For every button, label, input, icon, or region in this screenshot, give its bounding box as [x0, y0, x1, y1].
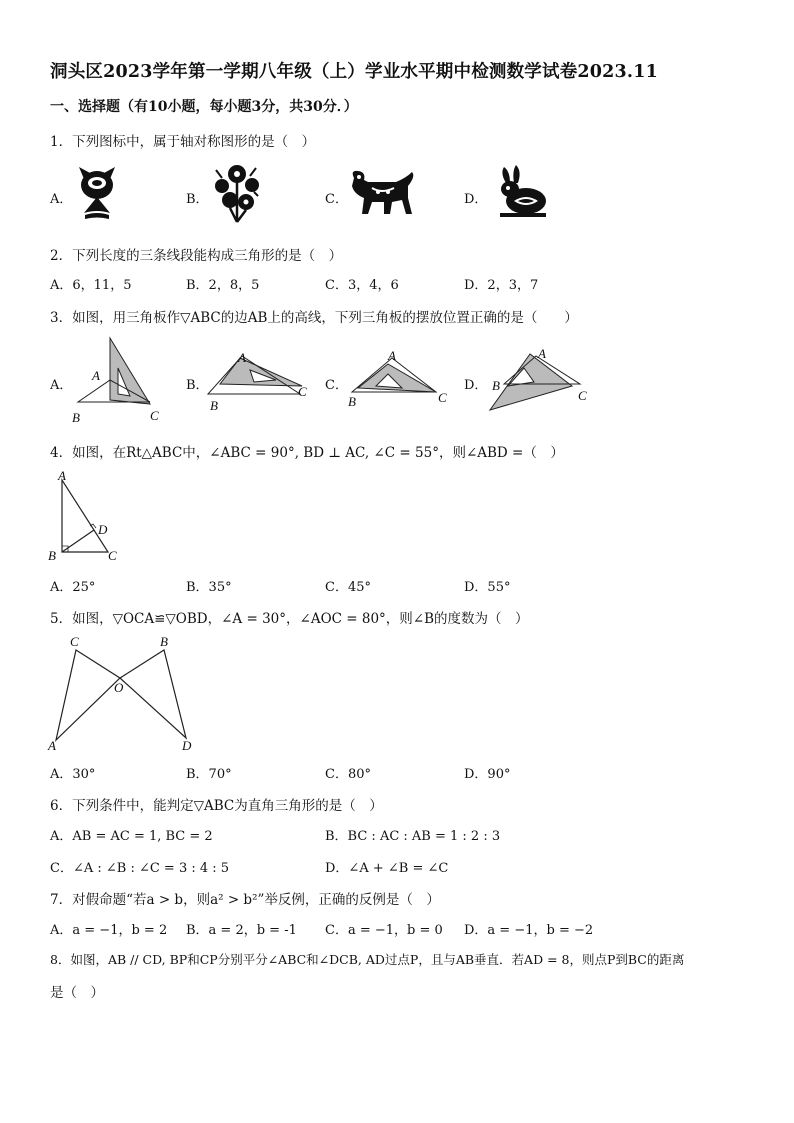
q1-option-c: C． [325, 192, 348, 207]
q4-option-d: D．55° [464, 580, 511, 595]
q5-label-a: A [48, 738, 56, 753]
q5-label-b: B [160, 634, 168, 649]
q4-figure [46, 470, 136, 565]
q3-option-b: B． [186, 378, 209, 393]
q2-option-d: D．2，3，7 [464, 278, 539, 293]
flower-papercut-icon [210, 160, 264, 226]
q3c-label-c: C [438, 390, 447, 405]
q1-option-b: B． [186, 192, 209, 207]
question-7: 7．对假命题“若a > b，则a² > b²”举反例，正确的反例是（ ） [50, 892, 440, 908]
q5-label-c: C [70, 634, 79, 649]
q5-option-c: C．80° [325, 767, 371, 782]
q4-label-a: A [58, 468, 66, 483]
q4-label-c: C [108, 548, 117, 563]
q3b-label-b: B [210, 398, 218, 413]
q3b-label-a: A [238, 350, 246, 365]
q7-option-a: A．a = −1，b = 2 [50, 923, 168, 938]
q6-option-b: B．BC : AC : AB = 1 : 2 : 3 [325, 829, 501, 844]
question-2: 2．下列长度的三条线段能构成三角形的是（ ） [50, 248, 343, 264]
q7-option-c: C．a = −1，b = 0 [325, 923, 443, 938]
q3-figure-c [340, 346, 460, 416]
q1-option-d: D． [464, 192, 488, 207]
q3-figure-a [64, 336, 174, 426]
q3d-label-c: C [578, 388, 587, 403]
question-1: 1．下列图标中，属于轴对称图形的是（ ） [50, 134, 316, 150]
q4-option-b: B．35° [186, 580, 232, 595]
question-6: 6．下列条件中，能判定▽ABC为直角三角形的是（ ） [50, 798, 383, 814]
q3d-label-a: A [538, 346, 546, 361]
q3-figure-d [484, 346, 604, 416]
q4-option-a: A．25° [50, 580, 96, 595]
question-8-continued: 是（ ） [50, 985, 104, 1001]
exam-title: 洞头区2023学年第一学期八年级（上）学业水平期中检测数学试卷2023.11 [50, 62, 658, 82]
q4-option-c: C．45° [325, 580, 371, 595]
q5-figure [46, 630, 206, 755]
q6-option-d: D．∠A + ∠B = ∠C [325, 861, 449, 876]
question-5: 5．如图，▽OCA≌▽OBD，∠A = 30°，∠AOC = 80°，则∠B的度数为（ ） [50, 611, 529, 627]
q6-option-c: C．∠A : ∠B : ∠C = 3 : 4 : 5 [50, 861, 230, 876]
q3-option-c: C． [325, 378, 348, 393]
q7-option-b: B．a = 2，b = -1 [186, 923, 297, 938]
q1-option-a: A． [50, 192, 73, 207]
q5-label-d: D [182, 738, 192, 753]
q5-option-d: D．90° [464, 767, 511, 782]
fish-papercut-icon [72, 163, 122, 221]
q5-label-o: O [114, 680, 124, 695]
q3d-label-b: B [492, 378, 500, 393]
q2-option-b: B．2，8，5 [186, 278, 260, 293]
dog-papercut-icon [346, 168, 418, 218]
q7-option-d: D．a = −1，b = −2 [464, 923, 594, 938]
question-4: 4．如图，在Rt△ABC中，∠ABC = 90°, BD ⊥ AC, ∠C = 55°，则∠ABD =（ ） [50, 445, 564, 461]
q2-option-a: A．6，11，5 [50, 278, 132, 293]
section-heading: 一、选择题（有10小题，每小题3分，共30分．） [50, 99, 358, 115]
question-8: 8．如图，AB // CD, BP和CP分别平分∠ABC和∠DCB, AD过点P，且与AB垂直．若AD = 8，则点P到BC的距离 [50, 952, 685, 967]
q3c-label-b: B [348, 394, 356, 409]
q3-option-a: A． [50, 378, 73, 393]
rabbit-papercut-icon [490, 165, 548, 219]
q5-option-b: B．70° [186, 767, 232, 782]
q2-option-c: C．3，4，6 [325, 278, 399, 293]
q3b-label-c: C [298, 384, 307, 399]
q4-label-d: D [98, 522, 108, 537]
q3-figure-b [202, 346, 322, 416]
question-3: 3．如图，用三角板作▽ABC的边AB上的高线，下列三角板的摆放位置正确的是（ ） [50, 310, 578, 326]
q3-option-d: D． [464, 378, 488, 393]
q3c-label-a: A [388, 348, 396, 363]
q5-option-a: A．30° [50, 767, 96, 782]
q6-option-a: A．AB = AC = 1, BC = 2 [50, 829, 213, 844]
q3a-label-c: C [150, 408, 159, 423]
q4-label-b: B [48, 548, 56, 563]
q3a-label-a: A [92, 368, 100, 383]
q3a-label-b: B [72, 410, 80, 425]
